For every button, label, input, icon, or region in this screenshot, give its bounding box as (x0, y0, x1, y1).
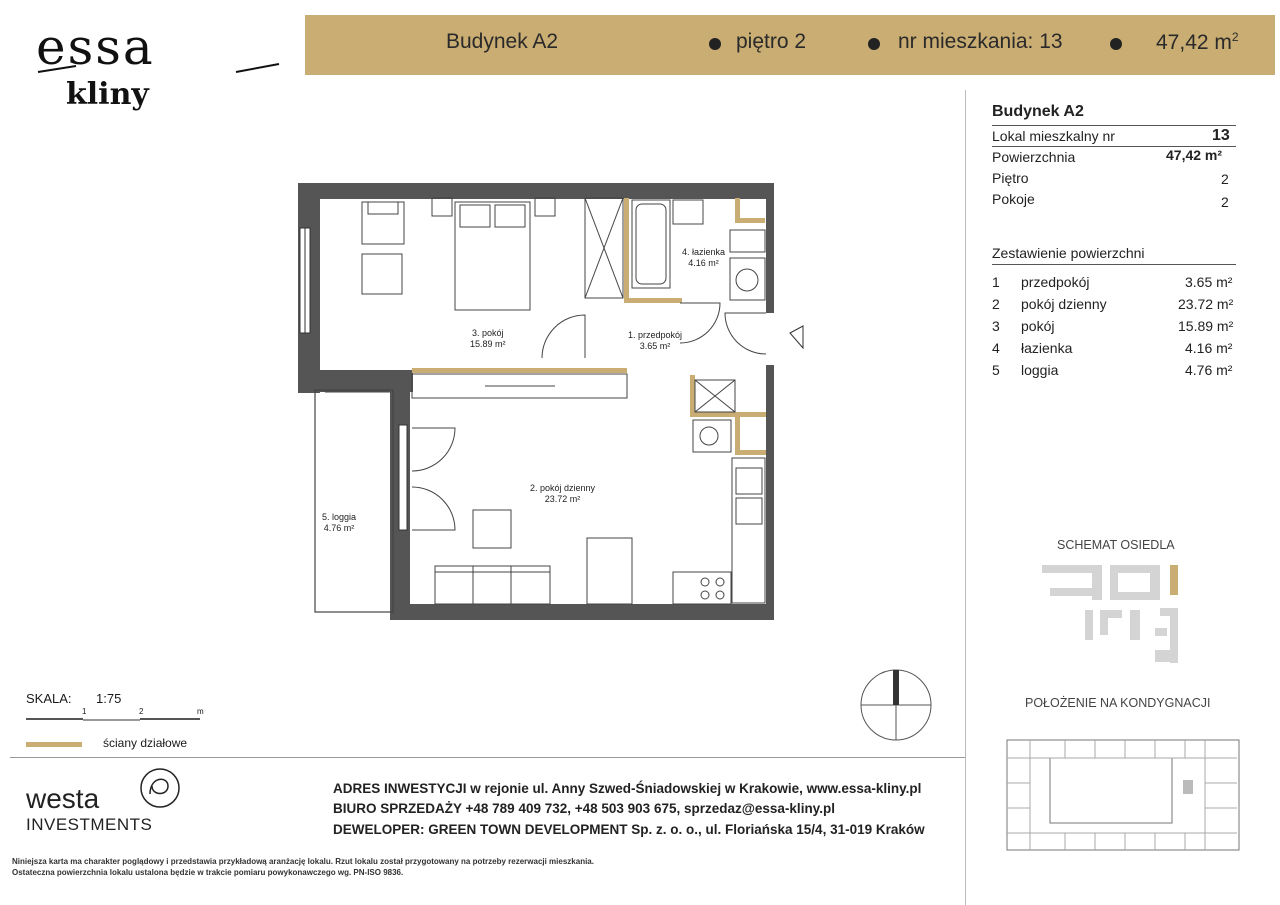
room4-label: 4. łazienka 4.16 m² (682, 247, 726, 268)
floor-position-map (1005, 738, 1243, 854)
bullet-icon (868, 38, 880, 50)
room-name: łazienka (1021, 340, 1073, 356)
panel-title: Budynek A2 (992, 103, 1084, 120)
room-area: 3.65 m² (1185, 274, 1233, 290)
header-apartment: nr mieszkania: 13 (898, 30, 1063, 53)
room-no: 2 (992, 296, 1000, 312)
westa-logo: westa (26, 783, 100, 814)
room-area: 23.72 m² (1178, 296, 1234, 312)
panel-row-value: 13 (1212, 127, 1230, 144)
panel-row-label: Powierzchnia (992, 149, 1076, 165)
room-name: loggia (1021, 362, 1059, 378)
floor-plan (295, 180, 815, 625)
room-area: 15.89 m² (1178, 318, 1234, 334)
room-area: 4.16 m² (1185, 340, 1233, 356)
header-building: Budynek A2 (446, 30, 559, 53)
scale-bar (26, 716, 202, 724)
scale-unit: m (197, 707, 204, 716)
investments-label: INVESTMENTS (26, 815, 153, 834)
essa-logo: essa (36, 18, 155, 76)
room5-label: 5. loggia 4.76 m² (322, 512, 357, 533)
westa-emblem-icon (138, 766, 182, 810)
panel-row-label: Pokoje (992, 191, 1035, 207)
room-area: 4.76 m² (1185, 362, 1233, 378)
floor-position-title: POŁOŻENIE NA KONDYGNACJI (1025, 696, 1211, 710)
estate-scheme-map (1040, 560, 1182, 670)
room-name: pokój (1021, 318, 1055, 334)
panel-row-label: Piętro (992, 170, 1029, 186)
partition-legend-label: ściany działowe (103, 736, 188, 750)
divider (992, 125, 1236, 126)
kliny-logo: kliny (66, 77, 149, 112)
bullet-icon (1110, 38, 1122, 50)
disclaimer-line: Ostateczna powierzchnia lokalu ustalona będzie w trakcie pomiaru powykonawczego wg. PN-ISO 9836. (12, 868, 404, 877)
sales-office-line: BIURO SPRZEDAŻY +48 789 409 732, +48 503 903 675, sprzedaz@essa-kliny.pl (333, 801, 835, 816)
estate-scheme-title: SCHEMAT OSIEDLA (1057, 538, 1175, 552)
room-name: przedpokój (1021, 274, 1090, 290)
header-floor: piętro 2 (736, 30, 807, 53)
scale-label: SKALA: (26, 691, 72, 706)
logo-swoosh (36, 62, 281, 76)
room-no: 4 (992, 340, 1000, 356)
panel-row-value: 47,42 m² (1166, 147, 1223, 163)
divider (992, 264, 1236, 265)
room-no: 3 (992, 318, 1000, 334)
disclaimer-line: Niniejsza karta ma charakter poglądowy i przedstawia przykładową aranżację lokalu. Rzut lokalu został przygotowany na potrzeby rezerwacji mieszkania. (12, 857, 594, 866)
scale-value: 1:75 (96, 691, 122, 706)
room-name: pokój dzienny (1021, 296, 1107, 312)
panel-row-value: 2 (1221, 171, 1229, 187)
room-no: 1 (992, 274, 1000, 290)
scale-tick-1: 1 (82, 707, 87, 716)
developer-line: DEWELOPER: GREEN TOWN DEVELOPMENT Sp. z. o. o., ul. Floriańska 15/4, 31-019 Kraków (333, 822, 925, 837)
room2-label: 2. pokój dzienny 23.72 m² (530, 483, 596, 504)
panel-row-label: Lokal mieszkalny nr (992, 128, 1115, 144)
header-area: 47,42 $m^2$ (1156, 30, 1239, 54)
partition-legend-swatch (26, 742, 82, 747)
address-line: ADRES INWESTYCJI w rejonie ul. Anny Szwed-Śniadowskiej w Krakowie, www.essa-kliny.pl (333, 781, 922, 796)
room1-label: 1. przedpokój 3.65 m² (628, 330, 683, 351)
room3-label: 3. pokój 15.89 m² (470, 328, 506, 349)
bullet-icon (709, 38, 721, 50)
panel-row-value: 2 (1221, 194, 1229, 210)
divider (10, 757, 965, 758)
scale-tick-2: 2 (139, 707, 144, 716)
compass-icon (858, 667, 934, 743)
room-no: 5 (992, 362, 1000, 378)
summary-title: Zestawienie powierzchni (992, 245, 1145, 261)
